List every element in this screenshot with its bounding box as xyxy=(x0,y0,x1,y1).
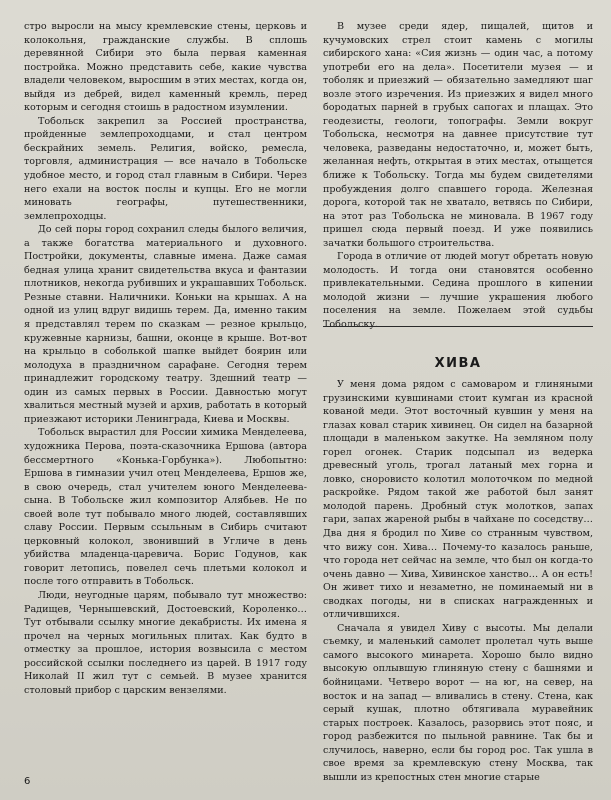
paragraph: До сей поры город сохранил следы былого величия, а также богатства материального и духовного. Постройки, документы, славные имена. Даже самая бедная улица хранит свидетельства вкуса и фантазии плотников, некогда рубивших и украшавших Тобольск. Резные ставни. Наличники. Коньки на крышах. А на одной из улиц вдруг видишь терем. Да, именно таким я представлял терем по сказкам — резное крыльцо, кружевные карнизы, башни, оконце в крыше. Вот-вот на крыльцо в соболькой шапке выйдет боярин или молодуха в праздничном сарафане. Сегодня терем принадлежит городскому театру. Здешний театр — один из самых первых в России. Давностью могут хвалиться местный музей и архив, работать в который приезжают историки Ленинграда, Киева и Москвы. xyxy=(24,224,307,425)
page-number: 6 xyxy=(24,776,31,787)
right-text-column-bottom xyxy=(323,378,593,784)
paragraph: Тобольск вырастил для России химика Менделеева, художника Перова, поэта-сказочника Ершова (автора бессмертного «Конька-Горбунка»). Любопытно: Ершова в гимназии учил отец Менделеева, Ершов же, в свою очередь, стал учителем юного Менделеева-сына. В Тобольске жил композитор Алябьев. Не по своей воле тут побывало много людей, составлявших славу России. Первым ссыльным в Сибирь считают церковный колокол, звонивший в Угличе в день убийства младенца-царевича. Борис Годунов, как говорит летопись, повелел сечь плетьми колокол и после того отправить в Тобольск. xyxy=(24,427,307,588)
paragraph: Сначала я увидел Хиву с высоты. Мы делали съемку, и маленький самолет пролетал чуть выше самого высокого минарета. Хорошо было видно высокую оплывшую глиняную стену с башнями и бойницами. Четверо ворот — на юг, на север, на восток и на запад — вливались в стену. Стена, как серый кушак, плотно обтягивала муравейник старых построек. Казалось, разорвись этот пояс, и город разбежится по пыльной равнине. Так бы и случилось, наверно, если бы город рос. Так ушла в свое время за кремлевскую стену Москва, так вышли из крепостных стен многие старые xyxy=(323,622,593,783)
paragraph: Города в отличие от людей могут обретать новую молодость. И тогда они становятся особенно привлекательными. Седина прошлого в кипении молодой жизни — лучшие украшения любого поселения на земле. Пожелаем этой судьбы Тобольску. xyxy=(323,251,593,331)
section-divider xyxy=(323,326,593,327)
right-text-column-top xyxy=(323,20,593,332)
paragraph: стро выросли на мысу кремлевские стены, церковь и колокольня, гражданские службы. В сплошь деревянной Сибири это была первая каменная постройка. Можно представить себе, какие чувства владели человеком, выросшим в этих местах, когда он, выйдя из дебрей, видел каменный кремль, перед которым и сегодня стоишь в радостном изумлении. xyxy=(24,21,307,114)
paragraph: Люди, неугодные царям, побывало тут множество: Радищев, Чернышевский, Достоевский, Короленко… Тут отбывали ссылку многие декабристы. Их имена я прочел на черных могильных плитах. Как будто в отместку за прошлое, история возвысила с местом российской ссылки последнего из царей. В 1917 году Николай II жил тут с семьей. В музее хранится столовый прибор с царским вензелями. xyxy=(24,589,307,696)
paragraph: Тобольск закрепил за Россией пространства, пройденные землепроходцами, и стал центром бескрайних земель. Религия, войско, ремесла, торговля, администрация — все начало в Тобольске удобное место, и город стал главным в Сибири. Через него ехали на восток послы и купцы. Его не могли миновать географы, путешественники, землепроходцы. xyxy=(24,115,307,222)
left-text-column xyxy=(24,20,307,697)
paragraph: В музее среди ядер, пищалей, щитов и кучумовских стрел стоит камень с могилы сибирского хана: «Сия жизнь — один час, а потому употреби его на дела». Посетители музея — и тоболяк и приезжий — обязательно замедляют шаг возле этого изречения. Из приезжих я видел много бородатых парней в грубых сапогах и плащах. Это геодезисты, геологи, топографы. Земли вокруг Тобольска, несмотря на давнее присутствие тут человека, разведаны недостаточно, и, может быть, желанная нефть, открытая в этих местах, отыщется ближе к Тобольску. Тогда мы будем свидетелями пробуждения долго спавшего города. Железная дорога, которой так не хватало, ветвясь по Сибири, на этот раз Тобольска не миновала. В 1967 году пришел сюда первый поезд. И уже появились зачатки большого строительства. xyxy=(323,21,593,249)
section-heading: ХИВА xyxy=(434,356,482,371)
paragraph: У меня дома рядом с самоваром и глиняными грузинскими кувшинами стоит кумган из красной кованой меди. Этот восточный кувшин у меня на глазах ковал старик хивинец. Он сидел на базарной площади в маленьком закутке. На земляном полу горел огонек. Старик подсыпал из ведерка древесный уголь, трогал латаный мех горна и ловко, сноровисто колотил молоточком по медной раскройке. Рядом такой же работой был занят молодой парень. Дробный стук молотков, запах гари, запах жареной рыбы в чайхане по соседству… Два дня я бродил по Хиве со странным чувством, что вижу сон. Хива… Почему-то казалось раньше, что города нет сейчас на земле, что был он когда-то очень давно — Хива, Хивинское ханство… А он есть! Он живет тихо и незаметно, не поминаемый ни в сводках погоды, ни в списках награжденных и отличившихся. xyxy=(323,379,593,621)
